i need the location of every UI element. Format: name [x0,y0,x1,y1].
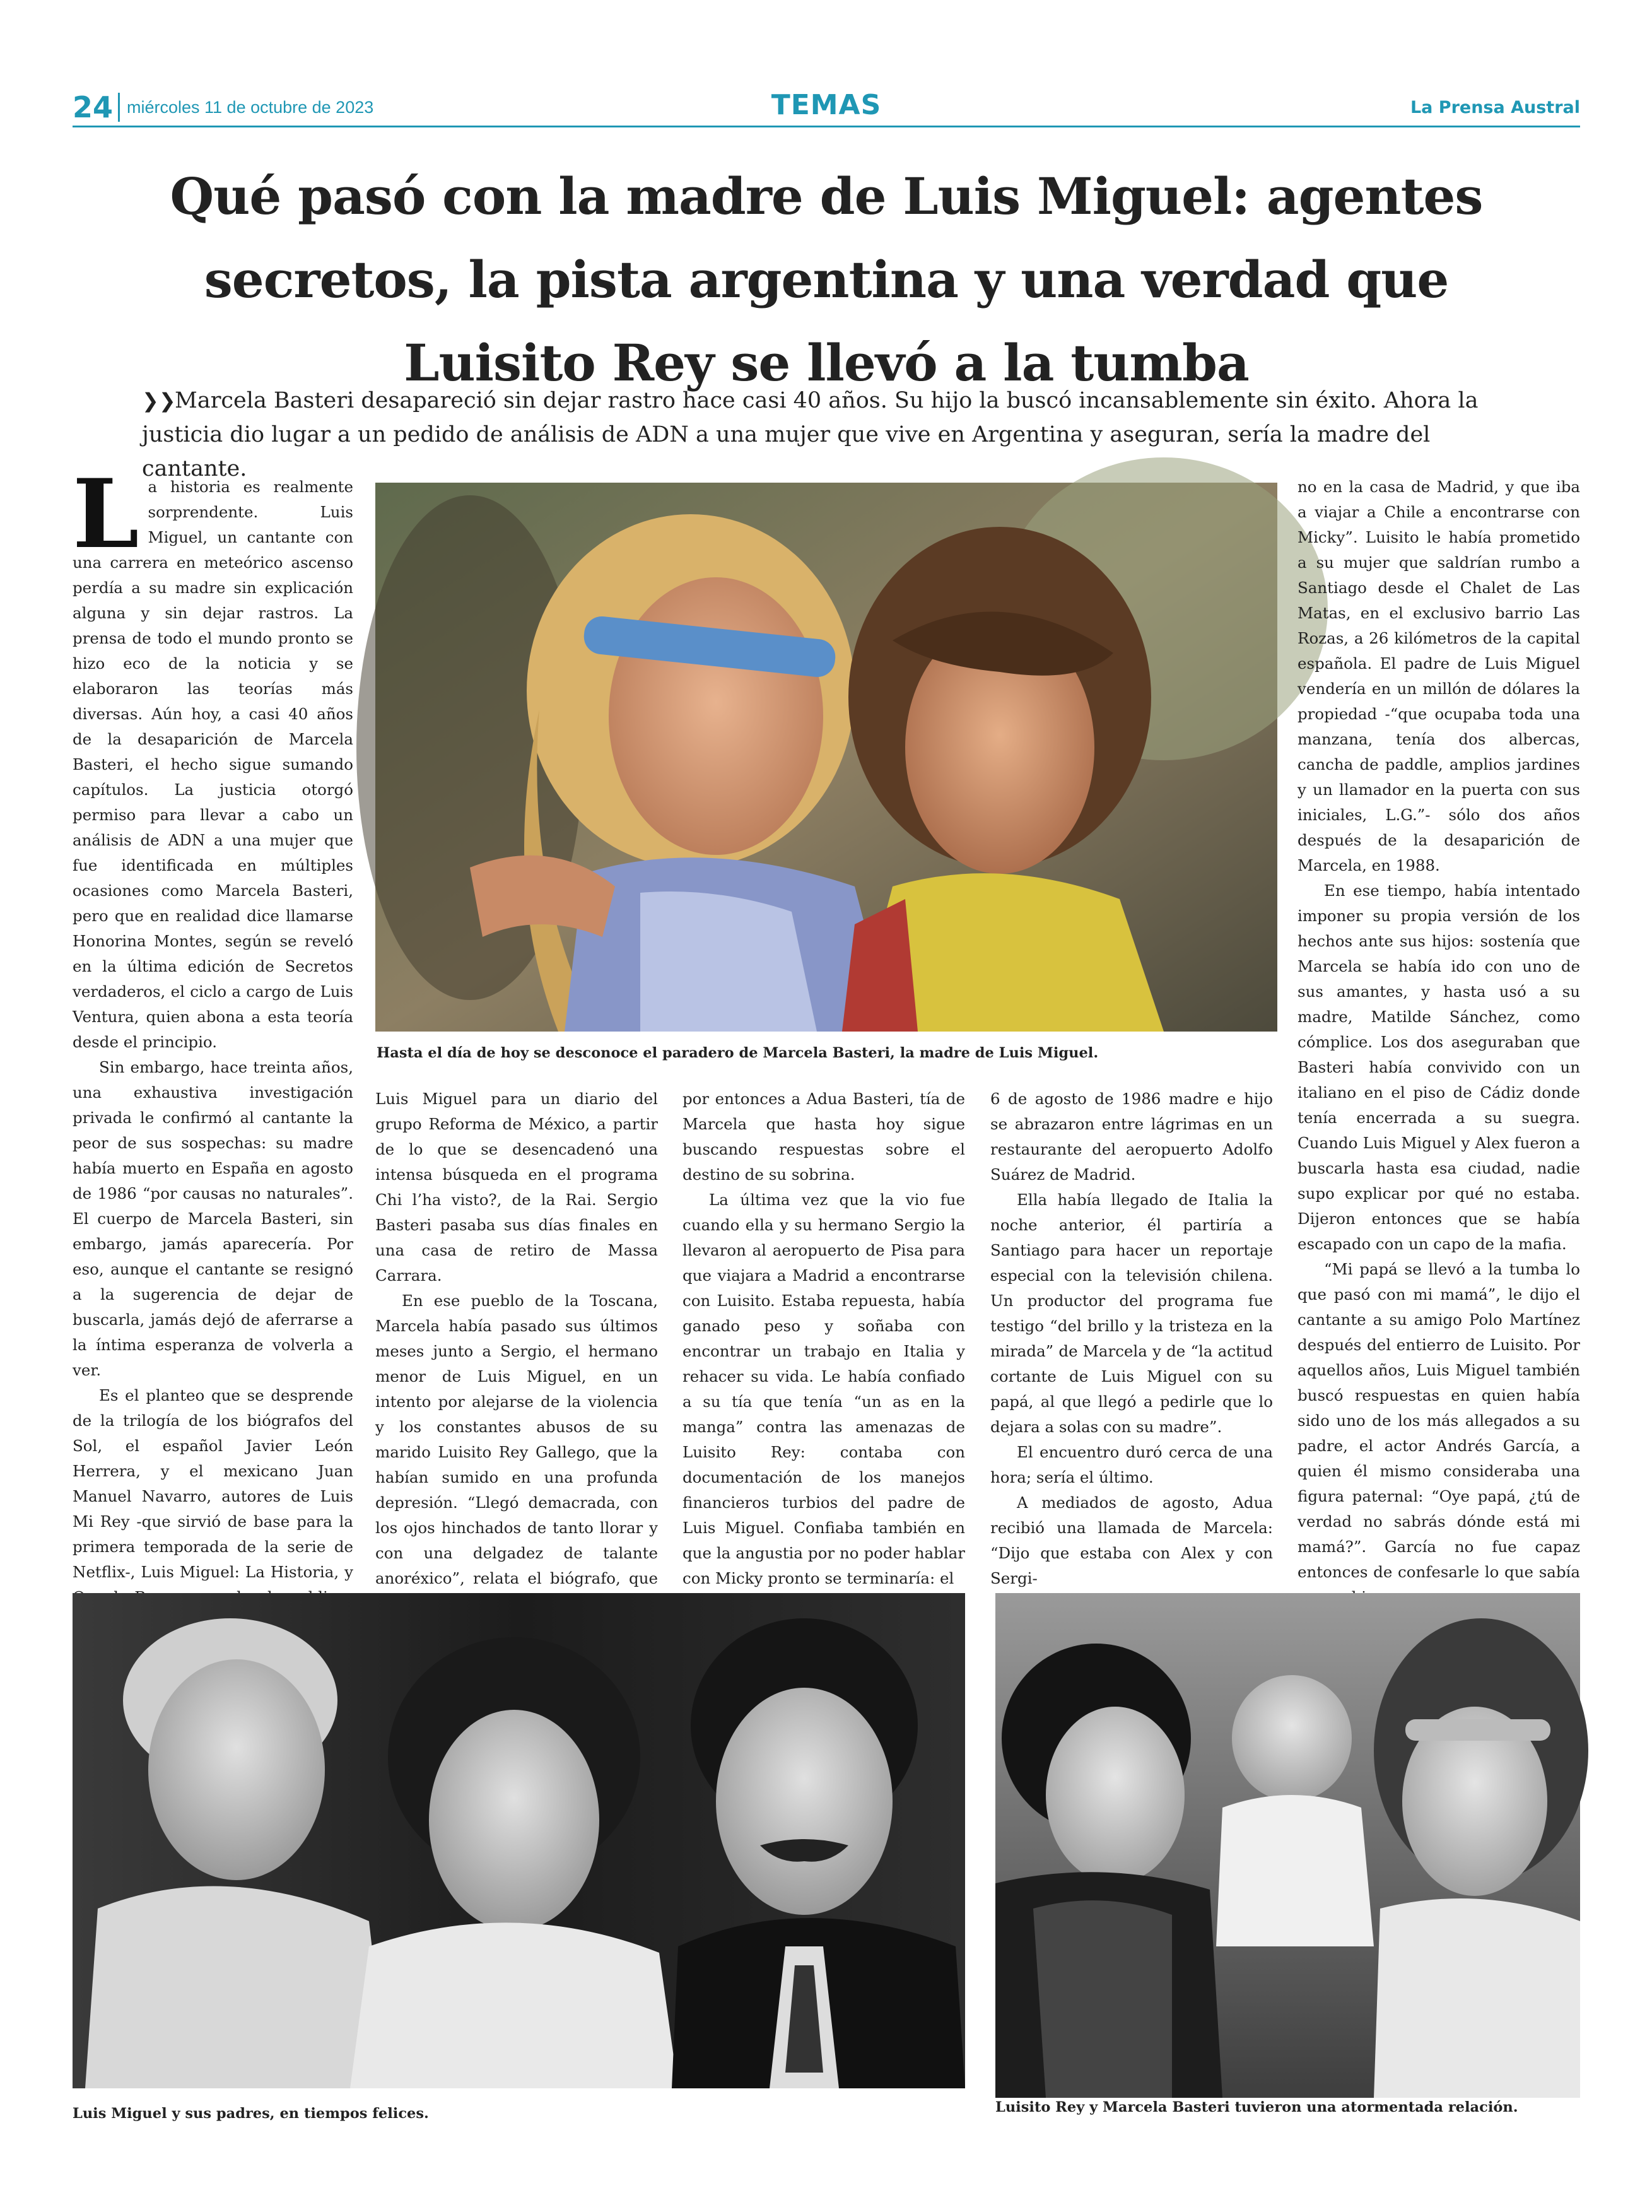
paragraph: En ese pueblo de la Toscana, Marcela había pasado sus últimos meses junto a Sergio, el hermano menor de Luis Miguel, en un intento por alejarse de la violencia y los constantes abusos de su marido Luisito Rey Gallego, que la habían sumido en una profunda depresión. “Llegó demacrada, con los ojos hinchados de tanto llorar y con una delgadez de talante anoréxico”, relata el biógrafo, que [375,1291,658,1587]
deck-arrow-icon: ❯❯ [142,389,176,413]
article-column-1 [73,459,353,1581]
paragraph-text: a historia es realmente sorprendente. Luis Miguel, un cantante con una carrera en meteórico ascenso perdía a su madre sin explicación alguna y sin dejar rastros. La prensa de todo el mundo pronto se hizo eco de la noticia y se elaboraron las teorías más diversas. Aún hoy, a casi 40 años de la desaparición de Marcela Basteri, el hecho sigue sumando capítulos. La justicia otorgó permiso para llevar a cabo un análisis de ADN a una mujer que fue identificada en múltiples ocasiones como Marcela Basteri, pero que en realidad dice llamarse Honorina Montes, según se reveló en la última edición de Secretos verdaderos, el ciclo a cargo de Luis Ventura, quien abona a esta teoría desde el principio. [73,478,353,1051]
paragraph [73,459,353,1055]
drop-cap: L [73,459,139,570]
paragraph: Luis Miguel para un diario del grupo Reforma de México, a partir de lo que se desencadenó una intensa búsqueda en el programa Chi l’ha visto?, de la Rai. Sergio Basteri pasaba sus días finales en una casa de retiro de Massa Carrara. [375,1090,658,1285]
article-column-2 [375,1086,658,1587]
paragraph: Ella había llegado de Italia la noche anterior, él partiría a Santiago para hacer un reportaje especial con la televisión chilena. Un productor del programa fue testigo “del brillo y la tristeza en la mirada” de Marcela y de “la actitud cortante de Luis Miguel con su papá, al que llegó a pedirle que lo dejara a solas con su madre”. [990,1191,1273,1436]
photo-illustration [375,483,1277,1032]
paragraph: por entonces a Adua Basteri, tía de Marcela que hasta hoy sigue buscando respuestas sobre el destino de su sobrina. [682,1090,965,1184]
paragraph: En ese tiempo, había intentado imponer su propia versión de los hechos ante sus hijos: sostenía que Marcela se había ido con uno de sus amantes, y hasta usó a su madre, Matilde Sánchez, como cómplice. Los dos aseguraban que Basteri había convivido con un italiano en el piso de Cádiz donde tenía encerrada a su suegra. Cuando Luis Miguel y Alex fueron a buscarla hasta esa ciudad, nadie supo explicar por qué no estaba. Dijeron entonces que se había escapado con un capo de la mafia. [1298,881,1580,1253]
paragraph: A mediados de agosto, Adua recibió una llamada de Marcela: “Dijo que estaba con Alex y con Sergi- [990,1493,1273,1587]
article-column-4 [990,1086,1273,1587]
page-header [73,90,1580,128]
deck [142,384,1530,486]
photo-illustration [73,1593,965,2088]
issue-date: miércoles 11 de octubre de 2023 [127,98,374,117]
article-column-5 [1298,474,1580,1581]
paragraph: El encuentro duró cerca de una hora; sería el último. [990,1443,1273,1486]
publication-name: La Prensa Austral [1410,98,1580,117]
paragraph: 6 de agosto de 1986 madre e hijo se abrazaron entre lágrimas en un restaurante del aeropuerto Adolfo Suárez de Madrid. [990,1090,1273,1184]
photo-luisito-marcela-baby [995,1593,1580,2098]
page-number: 24 [73,90,114,124]
caption-family-photo: Luis Miguel y sus padres, en tiempos felices. [73,2105,429,2122]
photo-marcela-and-luis-miguel [375,483,1277,1032]
deck-text: Marcela Basteri desapareció sin dejar rastro hace casi 40 años. Su hijo la buscó incansablemente sin éxito. Ahora la justicia dio lugar a un pedido de análisis de ADN a una mujer que vive en Argentina y aseguran, sería la madre del cantante. [142,388,1479,481]
paragraph: “Mi papá se llevó a la tumba lo que pasó con mi mamá”, le dijo el cantante a su amigo Polo Martínez después del entierro de Luisito. Por aquellos años, Luis Miguel también buscó respuestas en quien había sido uno de los más allegados a su padre, el actor Andrés García, a quien él mismo consideraba una figura paternal: “Oye papá, ¿tú de verdad no sabrás dónde está mi mamá?”. García no fue capaz entonces de confesarle lo que sabía [1298,1260,1580,1581]
headline: Qué pasó con la madre de Luis Miguel: agentes secretos, la pista argentina y una verdad que Luisito Rey se llevó a la tumba [170,167,1483,392]
paragraph: Sin embargo, hace treinta años, una exhaustiva investigación privada le confirmó al cantante la peor de sus sospechas: su madre había muerto en España en agosto de 1986 “por causas no naturales”. El cuerpo de Marcela Basteri, sin embargo, jamás aparecería. Por eso, aunque el cantante se resignó a la sugerencia de dejar de buscarla, jamás dejó de aferrarse a la íntima esperanza de volverla a ver. [73,1058,353,1379]
section-title: TEMAS [771,89,882,121]
paragraph: La última vez que la vio fue cuando ella y su hermano Sergio la llevaron al aeropuerto de Pisa para que viajara a Madrid a encontrarse con Luisito. Estaba repuesta, había ganado peso y soñaba con encontrar un trabajo en Italia y rehacer su vida. Le había confiado a su tía que tenía “un as en la manga” contra las amenazas de Luisito Rey: contaba con documentación de los manejos financieros turbios del padre de Luis Miguel. Confiaba también en que la angustia por no poder hablar con Micky pronto se terminaría: el [682,1191,965,1587]
photo-luis-miguel-and-parents [73,1593,965,2088]
article-column-3 [682,1086,965,1587]
paragraph: Es el planteo que se desprende de la trilogía de los biógrafos del Sol, el español Javier León Herrera, y el mexicano Juan Manuel Navarro, autores de Luis Mi Rey -que sirvió de base para la primera temporada de la serie de Netflix-, Luis Miguel: La Historia, y [73,1386,353,1581]
paragraph: no en la casa de Madrid, y que iba a viajar a Chile a encontrarse con Micky”. Luisito le había prometido a su mujer que saldrían rumbo a Santiago desde el Chalet de Las Matas, en el exclusivo barrio Las Rozas, a 26 kilómetros de la capital española. El padre de Luis Miguel vendería en un millón de dólares la propiedad -“que ocupaba toda una manzana, tenía dos albercas, cancha de paddle, amplios jardines y un llamador en la puerta con sus iniciales, L.G.”- sólo dos años después de la desaparición de Marcela, en 1988. [1298,478,1580,874]
photo-illustration [995,1593,1580,2098]
caption-main-photo: Hasta el día de hoy se desconoce el paradero de Marcela Basteri, la madre de Luis Miguel. [377,1045,1099,1061]
caption-baby-photo: Luisito Rey y Marcela Basteri tuvieron una atormentada relación. [995,2099,1518,2115]
header-rule [73,126,1580,127]
